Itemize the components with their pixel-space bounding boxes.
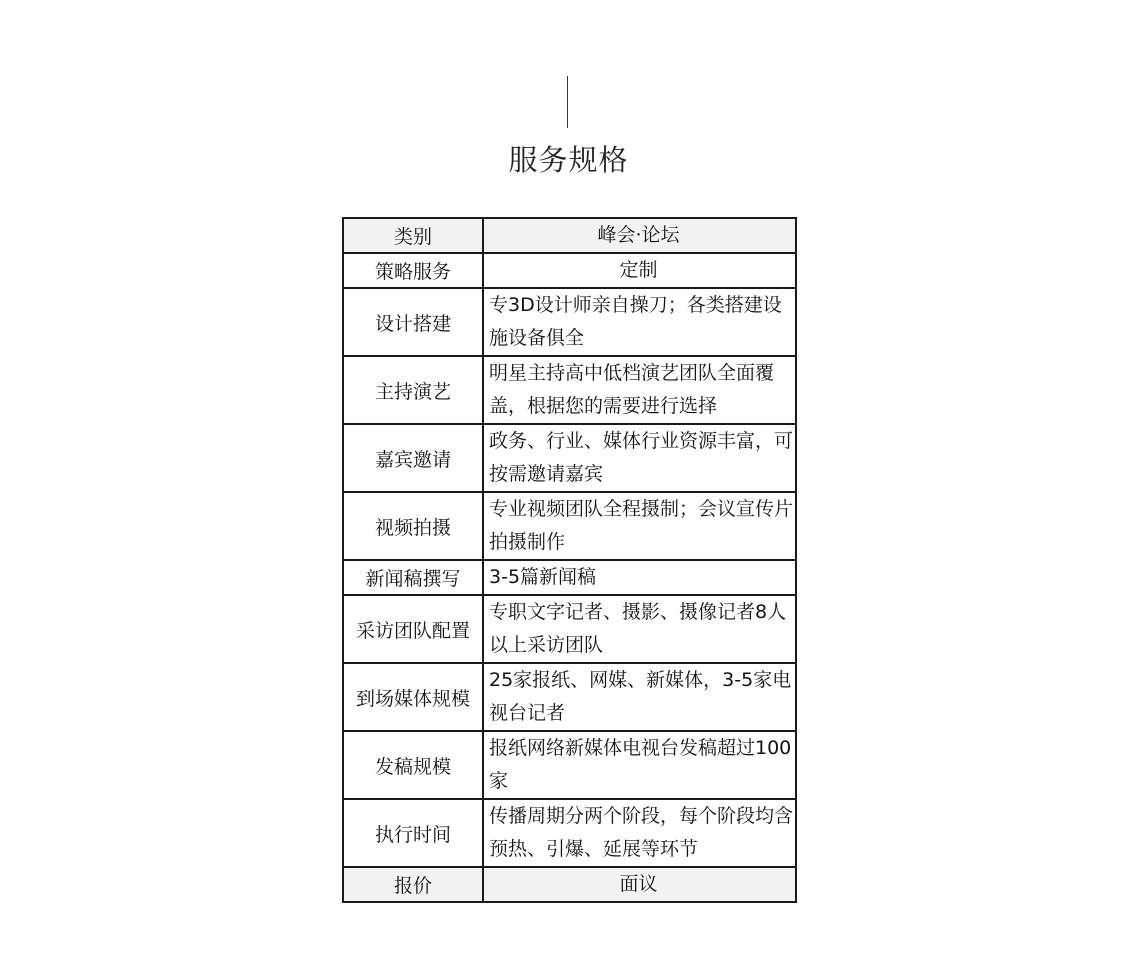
row-value: 政务、行业、媒体行业资源丰富，可按需邀请嘉宾	[483, 424, 796, 492]
table-row	[343, 288, 796, 356]
header-category-value: 峰会·论坛	[483, 218, 796, 253]
row-value: 25家报纸、网媒、新媒体，3-5家电视台记者	[483, 663, 796, 731]
table-row	[343, 731, 796, 799]
service-spec-table	[342, 217, 797, 903]
table-row	[343, 424, 796, 492]
row-value: 专3D设计师亲自操刀；各类搭建设施设备俱全	[483, 288, 796, 356]
table-row	[343, 253, 796, 288]
row-label: 主持演艺	[343, 356, 483, 424]
row-label: 发稿规模	[343, 731, 483, 799]
row-label: 嘉宾邀请	[343, 424, 483, 492]
row-label: 视频拍摄	[343, 492, 483, 560]
table-row	[343, 356, 796, 424]
vertical-divider-line	[567, 76, 568, 128]
row-value: 明星主持高中低档演艺团队全面覆盖，根据您的需要进行选择	[483, 356, 796, 424]
row-label: 采访团队配置	[343, 595, 483, 663]
row-value: 传播周期分两个阶段，每个阶段均含预热、引爆、延展等环节	[483, 799, 796, 867]
table-row	[343, 663, 796, 731]
table-header-row	[343, 218, 796, 253]
row-label: 到场媒体规模	[343, 663, 483, 731]
price-value: 面议	[483, 867, 796, 902]
row-value: 专职文字记者、摄影、摄像记者8人以上采访团队	[483, 595, 796, 663]
table-row	[343, 595, 796, 663]
row-value: 定制	[483, 253, 796, 288]
table-row	[343, 799, 796, 867]
row-value: 专业视频团队全程摄制；会议宣传片拍摄制作	[483, 492, 796, 560]
row-value: 报纸网络新媒体电视台发稿超过100家	[483, 731, 796, 799]
price-label: 报价	[343, 867, 483, 902]
header-category-label: 类别	[343, 218, 483, 253]
row-label: 策略服务	[343, 253, 483, 288]
table-row	[343, 560, 796, 595]
row-label: 执行时间	[343, 799, 483, 867]
section-title: 服务规格	[508, 143, 629, 177]
table-footer-row	[343, 867, 796, 902]
row-label: 设计搭建	[343, 288, 483, 356]
row-label: 新闻稿撰写	[343, 560, 483, 595]
table-row	[343, 492, 796, 560]
row-value: 3-5篇新闻稿	[483, 560, 796, 595]
